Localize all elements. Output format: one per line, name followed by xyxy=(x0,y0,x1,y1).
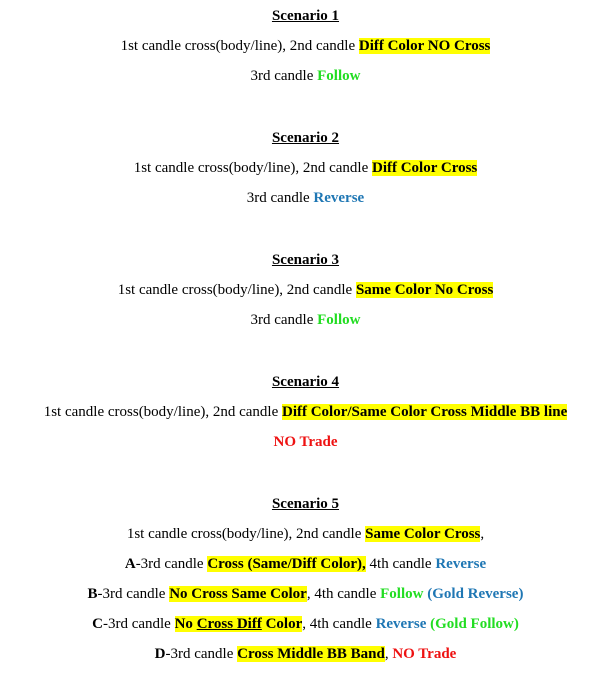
scenario-2-line-1 xyxy=(0,158,611,178)
option-c-highlight-2: Cross Diff xyxy=(196,616,262,632)
scenario-5-option-b xyxy=(0,584,611,604)
option-a-text: -3rd candle xyxy=(135,556,208,572)
scenario-1-title-row xyxy=(0,6,611,26)
scenario-3-highlight: Same Color No Cross xyxy=(355,282,494,298)
scenario-2-action: Reverse xyxy=(313,190,365,206)
option-b-highlight: No Cross Same Color xyxy=(169,586,307,602)
option-c-mid: , 4th candle xyxy=(302,616,376,632)
option-b-action: Follow xyxy=(380,586,424,602)
scenario-5-option-c xyxy=(0,614,611,634)
option-c-text: -3rd candle xyxy=(102,616,175,632)
option-c-gold: (Gold Follow) xyxy=(430,616,519,632)
scenario-4-action: NO Trade xyxy=(273,434,338,450)
option-d-action: NO Trade xyxy=(392,646,457,662)
scenario-1-highlight: Diff Color NO Cross xyxy=(358,38,491,54)
scenario-1-action: Follow xyxy=(317,68,361,84)
option-d-highlight: Cross Middle BB Band xyxy=(237,646,385,662)
scenario-5-line-1 xyxy=(0,524,611,544)
option-a-highlight: Cross (Same/Diff Color), xyxy=(207,556,366,572)
scenario-4-line-2 xyxy=(0,432,611,452)
scenario-2-line-2-text: 3rd candle xyxy=(246,190,314,206)
scenario-3-line-1-text: 1st candle cross(body/line), 2nd candle xyxy=(117,282,356,298)
option-a-mid: 4th candle xyxy=(365,556,436,572)
option-c-action: Reverse xyxy=(375,616,427,632)
scenario-5-option-d xyxy=(0,644,611,664)
scenario-2-line-1-text: 1st candle cross(body/line), 2nd candle xyxy=(133,160,372,176)
scenario-5-title: Scenario 5 xyxy=(271,496,340,512)
option-b-label: B xyxy=(87,586,98,602)
scenario-2-title: Scenario 2 xyxy=(271,130,340,146)
option-d-text: -3rd candle xyxy=(165,646,238,662)
scenario-4-highlight: Diff Color/Same Color Cross Middle BB line xyxy=(281,404,568,420)
scenario-5-line-1-comma: , xyxy=(480,526,485,542)
scenario-5-line-1-text: 1st candle cross(body/line), 2nd candle xyxy=(126,526,366,542)
option-c-highlight-1: No xyxy=(174,616,197,632)
option-b-gold: (Gold Reverse) xyxy=(427,586,524,602)
option-c-highlight-3: Color xyxy=(261,616,303,632)
scenario-4-title-row xyxy=(0,372,611,392)
scenario-4-line-1 xyxy=(0,402,611,422)
scenario-3-line-2-text: 3rd candle xyxy=(250,312,318,328)
scenario-2-line-2 xyxy=(0,188,611,208)
option-b-text: -3rd candle xyxy=(97,586,170,602)
scenario-1-title: Scenario 1 xyxy=(271,8,340,24)
scenario-3-title-row xyxy=(0,250,611,270)
scenario-3-action: Follow xyxy=(317,312,361,328)
option-d-label: D xyxy=(154,646,166,662)
scenario-5-option-a xyxy=(0,554,611,574)
scenario-1-line-1-text: 1st candle cross(body/line), 2nd candle xyxy=(120,38,359,54)
scenario-3-line-2 xyxy=(0,310,611,330)
scenario-1-line-1 xyxy=(0,36,611,56)
option-a-label: A xyxy=(124,556,136,572)
scenario-4-line-1-text: 1st candle cross(body/line), 2nd candle xyxy=(43,404,282,420)
option-b-mid: , 4th candle xyxy=(306,586,381,602)
scenario-2-highlight: Diff Color Cross xyxy=(371,160,478,176)
scenario-1-line-2-text: 3rd candle xyxy=(250,68,318,84)
scenario-5-title-row xyxy=(0,494,611,514)
scenario-3-line-1 xyxy=(0,280,611,300)
option-c-label: C xyxy=(92,616,103,632)
scenario-5-highlight: Same Color Cross xyxy=(365,526,481,542)
scenario-4-title: Scenario 4 xyxy=(271,374,340,390)
scenario-2-title-row xyxy=(0,128,611,148)
option-d-mid: , xyxy=(384,646,393,662)
scenario-3-title: Scenario 3 xyxy=(271,252,340,268)
option-a-action: Reverse xyxy=(435,556,487,572)
scenario-1-line-2 xyxy=(0,66,611,86)
